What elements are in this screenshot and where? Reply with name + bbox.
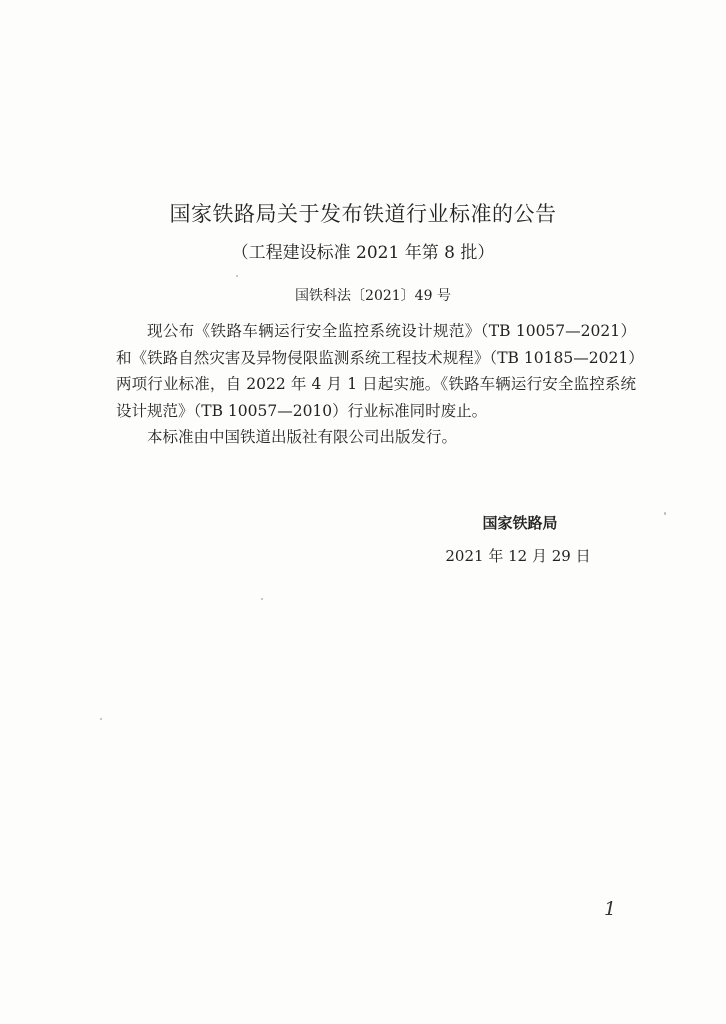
scan-speck	[100, 718, 102, 720]
document-body	[116, 318, 636, 451]
page-number: 1	[604, 898, 617, 920]
scan-speck	[261, 598, 263, 600]
document-subtitle: （工程建设标准 2021 年第 8 批）	[231, 243, 495, 263]
scan-speck	[664, 512, 666, 515]
body-paragraph-2: 本标准由中国铁道出版社有限公司出版发行。	[147, 428, 458, 446]
document-title: 国家铁路局关于发布铁道行业标准的公告	[169, 202, 557, 226]
issue-date: 2021 年 12 月 29 日	[445, 547, 591, 565]
document-number: 国铁科法〔2021〕49 号	[295, 288, 451, 304]
scan-speck	[236, 275, 238, 277]
issuer-signature: 国家铁路局	[482, 514, 558, 532]
body-paragraph-1: 现公布《铁路车辆运行安全监控系统设计规范》（TB 10057—2021）和《铁路自然灾害及异物侵限监测系统工程技术规程》（TB 10185—2021）两项行业标准，自 2022 年 4 月 1 日起实施。《铁路车辆运行安全监控系统设计规范》（TB 10057—2010）行业标准同时废止。	[116, 322, 636, 420]
